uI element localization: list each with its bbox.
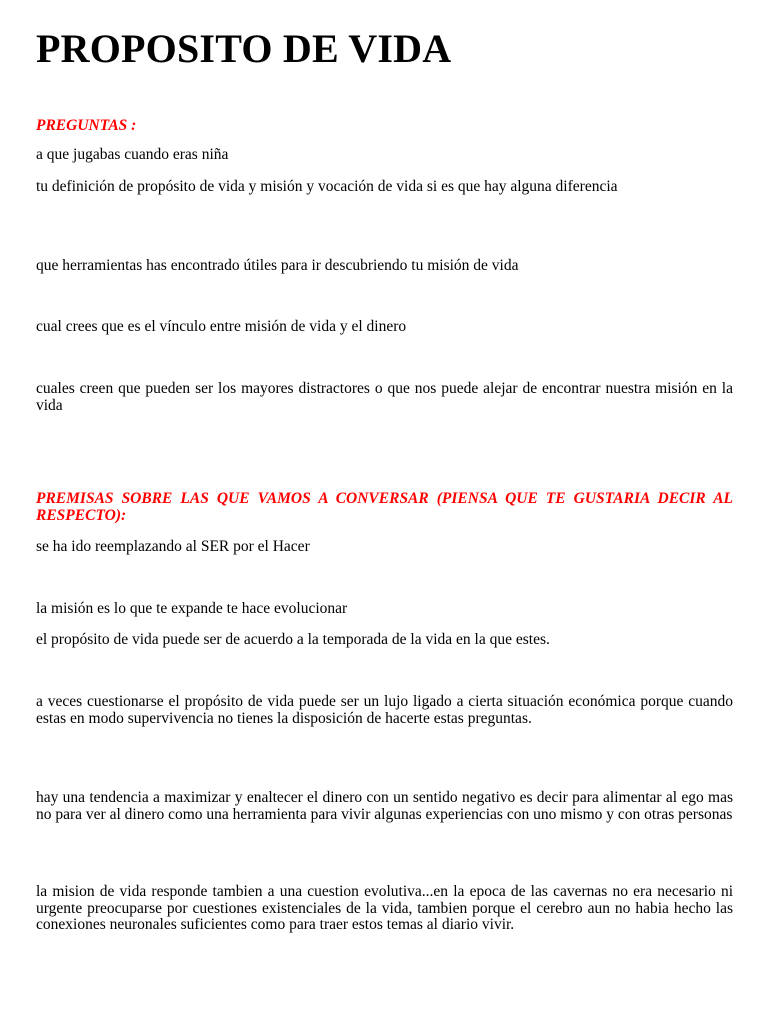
page-title: PROPOSITO DE VIDA <box>36 26 452 71</box>
section-heading-preguntas: PREGUNTAS : <box>36 117 137 134</box>
question-paragraph: cuales creen que pueden ser los mayores distractores o que nos puede alejar de encontrar nuestra misión en la vida <box>36 380 733 414</box>
premise-paragraph: el propósito de vida puede ser de acuerdo a la temporada de la vida en la que estes. <box>36 631 550 648</box>
premise-paragraph: hay una tendencia a maximizar y enaltecer el dinero con un sentido negativo es decir para alimentar al ego mas no para ver al dinero como una herramienta para vivir algunas experiencias con uno mismo y con otras personas <box>36 789 733 823</box>
question-paragraph: que herramientas has encontrado útiles para ir descubriendo tu misión de vida <box>36 257 519 274</box>
cut-off-heading-text <box>36 987 733 994</box>
question-paragraph: tu definición de propósito de vida y misión y vocación de vida si es que hay alguna diferencia <box>36 178 618 195</box>
premise-paragraph: la mision de vida responde tambien a una cuestion evolutiva...en la epoca de las cavernas no era necesario ni urgente preocuparse por cuestiones existenciales de la vida, tambien porque el cerebro aun no habia hecho las conexiones neuronales suficientes como para traer estos temas al diario vivir. <box>36 883 733 933</box>
premise-paragraph: a veces cuestionarse el propósito de vida puede ser un lujo ligado a cierta situación económica porque cuando estas en modo supervivencia no tienes la disposición de hacerte estas preguntas. <box>36 693 733 727</box>
section-heading-premisas: PREMISAS SOBRE LAS QUE VAMOS A CONVERSAR (PIENSA QUE TE GUSTARIA DECIR AL RESPECTO): <box>36 490 733 524</box>
cut-off-heading <box>36 987 733 995</box>
question-paragraph: a que jugabas cuando eras niña <box>36 146 229 163</box>
premise-paragraph: la misión es lo que te expande te hace evolucionar <box>36 600 348 617</box>
question-paragraph: cual crees que es el vínculo entre misión de vida y el dinero <box>36 318 407 335</box>
premise-paragraph: se ha ido reemplazando al SER por el Hacer <box>36 538 310 555</box>
